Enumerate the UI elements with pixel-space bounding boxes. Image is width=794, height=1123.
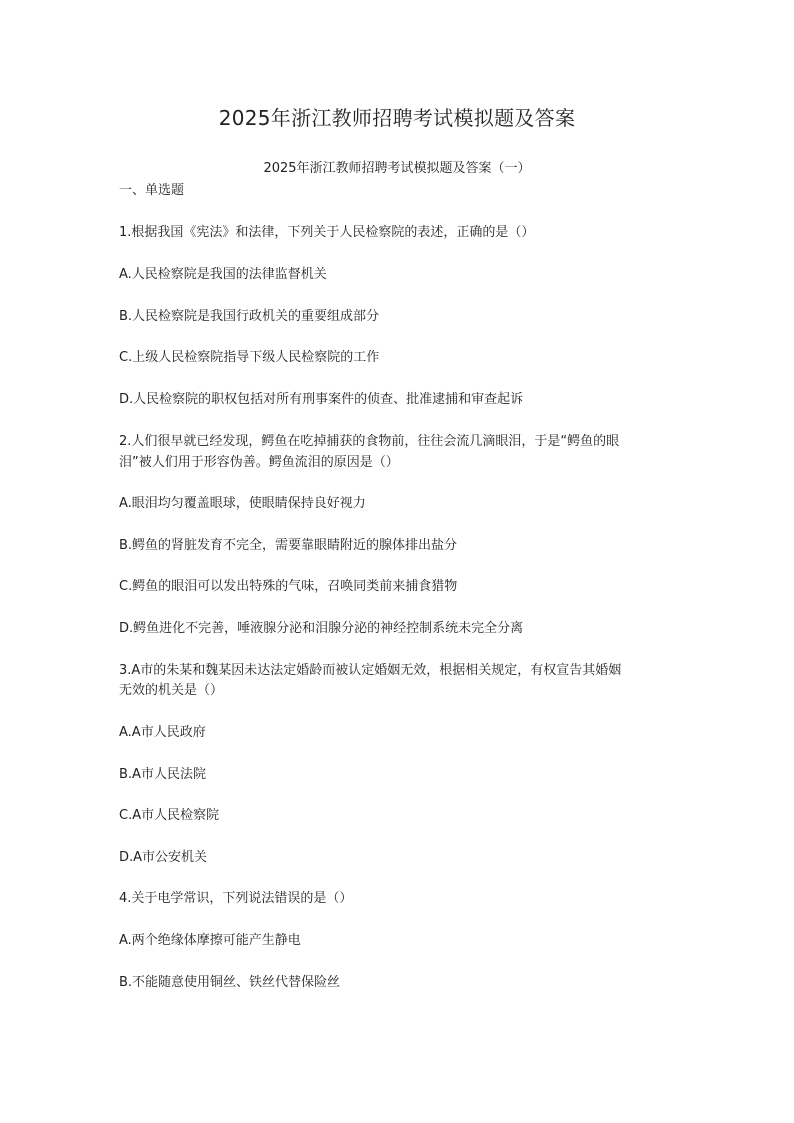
question-3-stem-line-1: 3.A市的朱某和魏某因未达法定婚龄而被认定婚姻无效，根据相关规定，有权宣告其婚姻 [119, 663, 622, 678]
question-2-option-d: D.鳄鱼进化不完善，唾液腺分泌和泪腺分泌的神经控制系统未完全分离 [119, 621, 524, 636]
question-1-option-b: B.人民检察院是我国行政机关的重要组成部分 [119, 309, 380, 324]
question-4-option-a: A.两个绝缘体摩擦可能产生静电 [119, 933, 301, 948]
question-1-option-c: C.上级人民检察院指导下级人民检察院的工作 [119, 350, 380, 365]
question-2-option-c: C.鳄鱼的眼泪可以发出特殊的气味，召唤同类前来捕食猎物 [119, 579, 458, 594]
question-3-option-c: C.A市人民检察院 [119, 808, 220, 823]
section-heading: 一、单选题 [119, 183, 185, 198]
question-2-option-a: A.眼泪均匀覆盖眼球，使眼睛保持良好视力 [119, 496, 366, 511]
question-4-stem: 4.关于电学常识，下列说法错误的是（） [119, 891, 353, 906]
question-2-stem-line-2: 泪”被人们用于形容伪善。鳄鱼流泪的原因是（） [119, 455, 399, 470]
question-3-stem-line-2: 无效的机关是（） [119, 683, 224, 698]
question-1-option-a: A.人民检察院是我国的法律监督机关 [119, 267, 327, 282]
question-1-option-d: D.人民检察院的职权包括对所有刑事案件的侦查、批准逮捕和审查起诉 [119, 392, 524, 407]
exam-subtitle: 2025年浙江教师招聘考试模拟题及答案（一） [263, 161, 531, 176]
question-4-option-b: B.不能随意使用铜丝、铁丝代替保险丝 [119, 975, 341, 990]
question-1-stem: 1.根据我国《宪法》和法律，下列关于人民检察院的表述，正确的是（） [119, 225, 535, 240]
question-2-stem-line-1: 2.人们很早就已经发现，鳄鱼在吃掉捕获的食物前，往往会流几滴眼泪，于是“鳄鱼的眼 [119, 434, 620, 449]
question-3-option-b: B.A市人民法院 [119, 767, 206, 782]
question-3-option-d: D.A市公安机关 [119, 850, 208, 865]
question-2-option-b: B.鳄鱼的肾脏发育不完全，需要靠眼睛附近的腺体排出盐分 [119, 538, 458, 553]
document-title: 2025年浙江教师招聘考试模拟题及答案 [218, 106, 576, 130]
question-3-option-a: A.A市人民政府 [119, 725, 206, 740]
